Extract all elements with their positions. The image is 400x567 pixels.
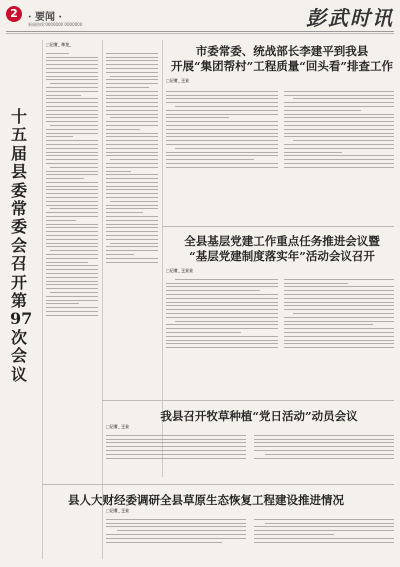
headline — [170, 44, 394, 74]
text-line — [106, 519, 246, 520]
text-line — [284, 305, 394, 306]
text-line — [50, 250, 98, 251]
text-line — [284, 286, 394, 287]
text-line — [46, 189, 98, 190]
text-line — [46, 163, 98, 164]
text-line — [166, 152, 278, 153]
text-line — [46, 68, 98, 69]
text-line — [166, 283, 278, 284]
text-line — [106, 227, 158, 228]
text-line — [106, 205, 158, 206]
text-line — [166, 144, 278, 145]
text-line — [46, 220, 76, 221]
byline: □记者_ 李龙_ — [46, 42, 72, 47]
text-line — [106, 246, 158, 247]
text-line — [106, 98, 158, 99]
text-line — [106, 182, 158, 183]
text-line — [106, 163, 158, 164]
byline: □记者_ 王业 — [106, 508, 130, 513]
text-line — [166, 328, 278, 329]
text-line — [106, 102, 158, 103]
text-line — [46, 186, 98, 187]
text-line — [106, 91, 158, 92]
text-line — [46, 121, 98, 122]
text-line — [46, 79, 98, 80]
text-line — [46, 307, 98, 308]
text-line — [106, 83, 158, 84]
text-line — [46, 133, 98, 134]
text-line — [46, 277, 98, 278]
text-line — [166, 95, 278, 96]
text-line — [106, 435, 246, 436]
text-line — [106, 216, 158, 217]
text-line — [50, 208, 98, 209]
text-line — [106, 110, 158, 111]
text-line — [284, 121, 394, 122]
article-body — [284, 276, 394, 396]
text-line — [166, 129, 278, 130]
text-line — [293, 313, 394, 314]
text-line — [254, 446, 394, 447]
text-line — [284, 159, 394, 160]
text-line — [106, 152, 158, 153]
text-line — [166, 140, 278, 141]
text-line — [284, 343, 394, 344]
article-body — [106, 50, 158, 395]
text-line — [166, 332, 241, 333]
text-line — [46, 311, 98, 312]
text-line — [46, 152, 98, 153]
text-line — [46, 57, 98, 58]
text-line — [166, 294, 278, 295]
text-line — [106, 57, 158, 58]
text-line — [106, 450, 246, 451]
text-line — [166, 159, 254, 160]
headline — [164, 234, 400, 264]
text-line — [284, 294, 394, 295]
text-line — [284, 95, 394, 96]
text-line — [46, 60, 98, 61]
text-line — [106, 60, 158, 61]
text-line — [46, 174, 98, 175]
text-line — [106, 526, 246, 527]
text-line — [166, 98, 278, 99]
text-line — [106, 106, 158, 107]
text-line — [166, 305, 278, 306]
text-line — [106, 208, 158, 209]
text-line — [284, 155, 394, 156]
text-line — [46, 197, 98, 198]
news-hotline: 新闻热线:0000000 0000000 — [28, 22, 83, 27]
text-line — [46, 284, 98, 285]
article-body — [166, 88, 278, 222]
text-line — [46, 273, 98, 274]
text-line — [284, 163, 394, 164]
text-line — [106, 121, 158, 122]
text-line — [106, 68, 158, 69]
text-line — [166, 298, 278, 299]
text-line — [166, 290, 260, 291]
text-line — [284, 110, 361, 111]
byline: □记者_ 王业 — [106, 424, 130, 429]
text-line — [106, 193, 158, 194]
text-line — [106, 87, 149, 88]
text-line — [106, 262, 158, 263]
text-line — [106, 114, 158, 115]
text-line — [106, 72, 158, 73]
text-line — [166, 114, 278, 115]
headline-line: “基层党建制度落实年”活动会议召开 — [189, 249, 375, 263]
text-line — [284, 283, 348, 284]
text-line — [46, 178, 84, 179]
text-line — [284, 340, 394, 341]
text-line — [284, 106, 394, 107]
text-line — [284, 347, 394, 348]
article-body — [166, 276, 278, 396]
text-line — [106, 186, 158, 187]
text-line — [106, 239, 158, 240]
text-line — [106, 542, 222, 543]
text-line — [46, 114, 98, 115]
text-line — [50, 167, 98, 168]
headline: 县人大财经委调研全县草原生态恢复工程建设推进情况 — [68, 493, 344, 507]
text-line — [106, 212, 143, 213]
text-line — [254, 534, 334, 535]
text-line — [46, 106, 98, 107]
text-line — [106, 129, 140, 130]
text-line — [106, 446, 246, 447]
text-line — [46, 262, 88, 263]
text-line — [166, 125, 278, 126]
text-line — [106, 439, 246, 440]
text-line — [46, 246, 98, 247]
text-line — [106, 178, 158, 179]
text-line — [284, 102, 394, 103]
text-line — [46, 64, 98, 65]
column-divider — [42, 40, 43, 559]
text-line — [46, 300, 98, 301]
text-line — [46, 265, 98, 266]
byline: □记者_ 王业 — [166, 78, 190, 83]
text-line — [46, 269, 98, 270]
text-line — [106, 523, 246, 524]
text-line — [46, 235, 98, 236]
text-line — [284, 328, 394, 329]
masthead-rule — [6, 31, 394, 32]
text-line — [46, 159, 98, 160]
text-line — [106, 235, 158, 236]
text-line — [254, 450, 394, 451]
text-line — [110, 159, 158, 160]
text-line — [265, 523, 394, 524]
text-line — [106, 95, 158, 96]
text-line — [106, 254, 134, 255]
text-line — [46, 95, 81, 96]
text-line — [46, 76, 98, 77]
text-line — [166, 91, 278, 92]
text-line — [166, 133, 278, 134]
text-line — [293, 98, 394, 99]
text-line — [46, 258, 98, 259]
text-line — [284, 167, 394, 168]
text-line — [110, 76, 158, 77]
text-line — [106, 220, 158, 221]
column-divider — [102, 40, 103, 559]
text-line — [284, 309, 394, 310]
text-line — [106, 442, 246, 443]
text-line — [110, 243, 158, 244]
text-line — [284, 144, 394, 145]
text-line — [106, 458, 246, 459]
text-line — [110, 117, 158, 118]
text-line — [175, 321, 278, 322]
text-line — [106, 53, 158, 54]
text-line — [166, 324, 278, 325]
text-line — [284, 125, 394, 126]
masthead-rule-thin — [6, 33, 394, 34]
text-line — [46, 155, 98, 156]
headline-line: 开展“集团帮村”工程质量“回头看”排查工作 — [171, 59, 393, 73]
text-line — [46, 140, 98, 141]
text-line — [106, 197, 158, 198]
text-line — [254, 542, 394, 543]
text-line — [46, 303, 79, 304]
text-line — [284, 317, 394, 318]
text-line — [284, 321, 394, 322]
text-line — [166, 317, 278, 318]
text-line — [166, 302, 278, 303]
text-line — [166, 163, 278, 164]
text-line — [254, 442, 394, 443]
text-line — [46, 288, 98, 289]
text-line — [46, 87, 98, 88]
section-divider — [42, 484, 394, 485]
article-body — [254, 432, 394, 480]
text-line — [46, 227, 98, 228]
text-line — [166, 286, 278, 287]
text-line — [166, 336, 278, 337]
text-line — [166, 102, 278, 103]
text-line — [284, 302, 394, 303]
text-line — [46, 254, 98, 255]
text-line — [46, 148, 98, 149]
text-line — [106, 133, 158, 134]
text-line — [254, 435, 394, 436]
text-line — [175, 279, 278, 280]
text-line — [166, 347, 278, 348]
text-line — [46, 98, 98, 99]
text-line — [166, 340, 278, 341]
text-line — [106, 64, 158, 65]
text-line — [265, 454, 394, 455]
section-divider — [102, 400, 394, 401]
text-line — [110, 201, 158, 202]
text-line — [50, 292, 98, 293]
text-line — [284, 133, 394, 134]
text-line — [46, 315, 98, 316]
text-line — [46, 182, 98, 183]
text-line — [106, 125, 158, 126]
text-line — [106, 534, 246, 535]
text-line — [106, 155, 158, 156]
text-line — [284, 114, 394, 115]
text-line — [46, 53, 69, 54]
text-line — [284, 129, 394, 130]
text-line — [166, 167, 278, 168]
text-line — [46, 212, 98, 213]
text-line — [175, 106, 278, 107]
text-line — [284, 290, 394, 291]
text-line — [284, 136, 394, 137]
text-line — [254, 439, 394, 440]
text-line — [284, 324, 373, 325]
text-line — [46, 216, 98, 217]
text-line — [166, 343, 278, 344]
text-line — [106, 167, 158, 168]
text-line — [166, 155, 278, 156]
section-name: · 要闻 · — [28, 12, 62, 23]
newspaper-name: 彭武时讯 — [306, 6, 394, 30]
text-line — [106, 231, 158, 232]
text-line — [284, 152, 342, 153]
text-line — [46, 193, 98, 194]
article-body — [254, 516, 394, 560]
text-line — [106, 171, 131, 172]
byline: □记者_ 王业业 — [166, 268, 194, 273]
text-line — [166, 309, 278, 310]
text-line — [50, 125, 98, 126]
text-line — [166, 121, 278, 122]
text-line — [46, 117, 98, 118]
headline-vertical: 十五届县委常委会召开第97次会议 — [10, 107, 33, 384]
text-line — [166, 313, 278, 314]
headline-line: 市委常委、统战部长李建平到我县 — [195, 44, 369, 58]
page-number: 2 — [6, 6, 22, 22]
text-line — [284, 332, 394, 333]
text-line — [284, 117, 394, 118]
text-line — [46, 171, 98, 172]
text-line — [254, 519, 394, 520]
text-line — [46, 205, 98, 206]
text-line — [175, 148, 278, 149]
text-line — [106, 136, 158, 137]
masthead — [0, 0, 400, 34]
text-line — [106, 454, 246, 455]
text-line — [284, 336, 394, 337]
text-line — [46, 243, 98, 244]
text-line — [106, 144, 158, 145]
text-line — [46, 201, 98, 202]
text-line — [46, 136, 73, 137]
text-line — [106, 189, 158, 190]
text-line — [284, 91, 394, 92]
headline: 我县召开牧草种植“党日活动”动员会议 — [160, 409, 358, 423]
text-line — [50, 83, 98, 84]
text-line — [293, 140, 394, 141]
text-line — [106, 224, 158, 225]
text-line — [46, 296, 98, 297]
text-line — [106, 140, 158, 141]
text-line — [166, 117, 229, 118]
text-line — [284, 298, 394, 299]
text-line — [46, 239, 98, 240]
text-line — [166, 110, 278, 111]
text-line — [254, 526, 394, 527]
text-line — [46, 231, 98, 232]
text-line — [284, 148, 394, 149]
text-line — [46, 102, 98, 103]
text-line — [254, 458, 394, 459]
text-line — [106, 174, 158, 175]
headline-line: 全县基层党建工作重点任务推进会议暨 — [184, 234, 380, 248]
text-line — [106, 148, 158, 149]
text-line — [106, 79, 158, 80]
article-body — [106, 516, 246, 560]
article-body — [46, 50, 98, 480]
text-line — [254, 538, 394, 539]
text-line — [46, 144, 98, 145]
text-line — [46, 281, 98, 282]
article-body — [284, 88, 394, 222]
text-line — [106, 538, 246, 539]
text-line — [46, 72, 98, 73]
text-line — [46, 224, 98, 225]
text-line — [46, 129, 98, 130]
section-divider — [162, 226, 394, 227]
text-line — [46, 91, 98, 92]
text-line — [106, 250, 158, 251]
text-line — [46, 110, 98, 111]
text-line — [117, 530, 246, 531]
text-line — [284, 279, 394, 280]
text-line — [254, 530, 394, 531]
text-line — [166, 136, 278, 137]
article-body — [106, 432, 246, 480]
text-line — [106, 258, 158, 259]
